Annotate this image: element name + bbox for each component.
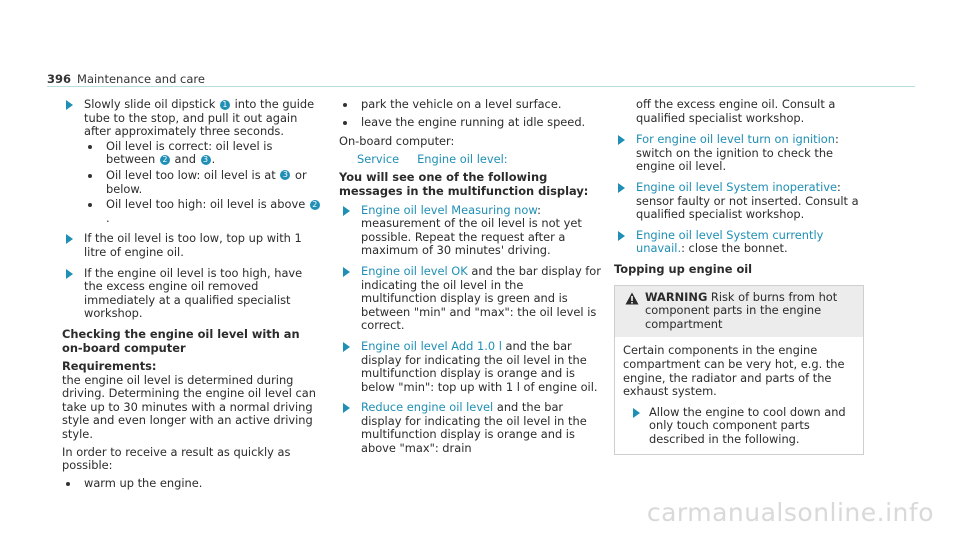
bullet-icon — [343, 121, 347, 125]
warning-text: Certain components in the engine compartment can be very hot, e.g. the engine, the radiator and parts of the exhaust system. — [623, 343, 845, 399]
warning-header — [615, 286, 863, 338]
callout-2-icon: 2 — [160, 155, 170, 165]
step-top-up: If the oil level is too low, top up with 1 litre of engine oil. — [62, 232, 324, 259]
step-arrow-icon — [66, 234, 73, 244]
header-rule — [47, 86, 915, 87]
page-number: 396 — [47, 72, 72, 86]
message-item: Engine oil level Add 1.0 l and the bar display for indicating the oil level in the multifunction display is orange and is below "min": top up with 1 l of engine oil. — [339, 340, 601, 394]
step-arrow-icon — [618, 183, 625, 193]
bullet-icon — [88, 145, 92, 149]
message-item: Reduce engine oil level and the bar display for indicating the oil level in the multifunction display is orange and is above "max": drain — [339, 401, 601, 455]
requirements-label: Requirements: — [62, 359, 157, 374]
bullet-icon — [88, 203, 92, 207]
list-item: Oil level is correct: oil level is between 2 and 3 . — [84, 140, 324, 167]
bullet-icon — [88, 174, 92, 178]
message-item: For engine oil level turn on ignition: switch on the ignition to check the engine oil level. — [614, 133, 866, 174]
step-arrow-icon — [66, 269, 73, 279]
warning-label: WARNING — [645, 289, 708, 304]
menu-path-oil-level: Engine oil level: — [417, 151, 508, 166]
list-item: park the vehicle on a level surface. — [339, 98, 601, 112]
callout-2-icon: 2 — [310, 200, 320, 210]
step-arrow-icon — [633, 408, 640, 418]
callout-1-icon: 1 — [220, 100, 230, 110]
step-arrow-icon — [66, 100, 73, 110]
callout-3-icon: 3 — [201, 155, 211, 165]
column-2 — [339, 98, 601, 463]
bullet-icon — [66, 482, 70, 486]
list-item: warm up the engine. — [62, 477, 324, 491]
message-item: Engine oil level System inoperative: sensor faulty or not inserted. Consult a qualified specialist workshop. — [614, 181, 866, 222]
callout-3-icon: 3 — [280, 170, 290, 180]
menu-path — [339, 153, 601, 167]
column-1 — [62, 98, 324, 492]
paragraph: In order to receive a result as quickly as possible: — [62, 444, 291, 473]
menu-path-service: Service — [357, 151, 400, 166]
section-heading: You will see one of the following messages in the multifunction display: — [339, 170, 589, 198]
paragraph: off the excess engine oil. Consult a qualified specialist workshop. — [636, 97, 836, 125]
warning-box — [614, 285, 864, 456]
page-header — [47, 72, 205, 86]
step-arrow-icon — [343, 403, 350, 413]
requirements-text: the engine oil level is determined during driving. Determining the engine oil level can take up to 30 minutes with a normal driving style and even longer with an active driving style. — [62, 372, 316, 442]
step-slide-dipstick: Slowly slide oil dipstick 1 into the guide tube to the stop, and pull it out again after approximately three seconds. Oil level is correct: oil level is between 2 and 3 . Oil level too low: oil level is at 3 or below. Oil level too high: oil level is above 2. — [62, 98, 324, 225]
column-3 — [614, 98, 866, 455]
warning-title: Risk of burns from hot component parts in the engine compartment — [645, 289, 838, 331]
message-item: Engine oil level System currently unavail.: close the bonnet. — [614, 229, 866, 256]
list-item: Oil level too high: oil level is above 2. — [84, 198, 324, 225]
step-arrow-icon — [618, 231, 625, 241]
message-item: Engine oil level OK and the bar display for indicating the oil level in the multifunction display is green and is between "min" and "max": the oil level is correct. — [339, 265, 601, 333]
message-item: Engine oil level Measuring now: measurement of the oil level is not yet possible. Repeat the request after a maximum of 30 minutes' driving. — [339, 204, 601, 258]
section-title: Maintenance and care — [77, 72, 205, 86]
warning-body — [615, 337, 863, 454]
step-arrow-icon — [618, 135, 625, 145]
list-item: leave the engine running at idle speed. — [339, 116, 601, 130]
paragraph: On-board computer: — [339, 134, 455, 149]
step-too-high: If the engine oil level is too high, have the excess engine oil removed immediately at a qualified specialist workshop. — [62, 267, 324, 321]
section-heading: Checking the engine oil level with an on-board computer — [62, 326, 300, 355]
warning-step: Allow the engine to cool down and only touch component parts described in the following. — [623, 406, 855, 447]
section-heading: Topping up engine oil — [614, 261, 753, 276]
warning-icon — [625, 292, 639, 305]
step-arrow-icon — [343, 267, 350, 277]
step-arrow-icon — [343, 342, 350, 352]
step-arrow-icon — [343, 206, 350, 216]
bullet-icon — [343, 103, 347, 107]
watermark: carmanualsonline.info — [646, 498, 934, 527]
list-item: Oil level too low: oil level is at 3 or below. — [84, 169, 324, 196]
